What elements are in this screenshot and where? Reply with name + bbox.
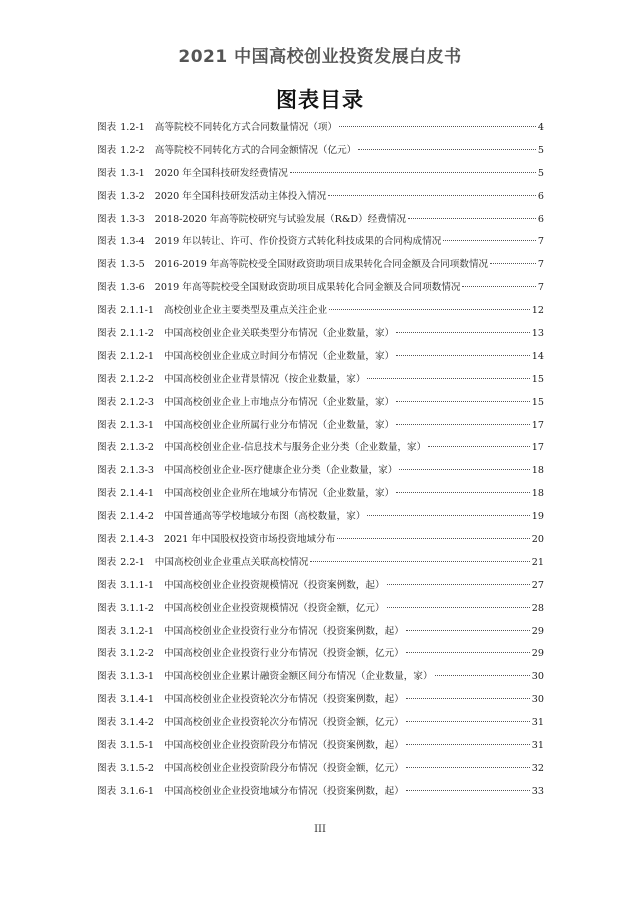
toc-entry[interactable] xyxy=(97,188,544,211)
toc-entry-label: 图表 xyxy=(97,419,117,431)
toc-entry-title: 2020 年全国科技研发活动主体投入情况 xyxy=(154,190,327,202)
toc-entry[interactable] xyxy=(97,119,544,142)
toc-entry-page: 28 xyxy=(531,602,544,614)
toc-entry-label: 图表 xyxy=(97,328,117,340)
toc-entry-page: 17 xyxy=(531,419,544,431)
toc-entry[interactable] xyxy=(97,485,544,508)
toc-entry-title: 中国高校创业企业成立时间分布情况（企业数量，家） xyxy=(163,350,395,362)
toc-entry-page: 12 xyxy=(531,305,544,317)
toc-entry[interactable] xyxy=(97,714,544,737)
toc-entry-label: 图表 xyxy=(97,602,117,614)
toc-entry[interactable] xyxy=(97,233,544,256)
toc-entry[interactable] xyxy=(97,394,544,417)
toc-entry-title: 高校创业企业主要类型及重点关注企业 xyxy=(163,305,328,317)
toc-entry-page: 15 xyxy=(531,396,544,408)
toc-list xyxy=(97,119,544,806)
toc-entry-page: 20 xyxy=(531,534,544,546)
toc-entry-title: 中国高校创业企业背景情况（按企业数量，家） xyxy=(163,373,366,385)
toc-dot-leader xyxy=(406,652,530,653)
toc-entry-number: 3.1.5-2 xyxy=(120,762,154,774)
toc-dot-leader xyxy=(367,515,529,516)
toc-dot-leader xyxy=(396,332,530,333)
toc-entry-title: 中国高校创业企业投资地域分布情况（投资案例数，起） xyxy=(163,785,404,797)
toc-entry[interactable] xyxy=(97,462,544,485)
toc-entry-number: 2.1.1-1 xyxy=(120,305,154,317)
toc-entry-title: 中国高校创业企业-医疗健康企业分类（企业数量，家） xyxy=(163,465,398,477)
toc-entry-number: 2.1.4-3 xyxy=(120,534,154,546)
toc-entry-number: 2.1.3-1 xyxy=(120,419,154,431)
toc-entry-title: 中国高校创业企业所在地域分布情况（企业数量，家） xyxy=(163,488,395,500)
toc-entry-number: 2.2-1 xyxy=(120,556,145,568)
toc-entry-page: 31 xyxy=(531,717,544,729)
toc-entry[interactable] xyxy=(97,325,544,348)
toc-entry-title: 中国高校创业企业投资行业分布情况（投资案例数，起） xyxy=(163,625,404,637)
toc-entry-label: 图表 xyxy=(97,122,117,133)
toc-entry-number: 1.3-6 xyxy=(120,282,145,294)
toc-entry-label: 图表 xyxy=(97,190,117,202)
toc-entry-label: 图表 xyxy=(97,762,117,774)
toc-dot-leader xyxy=(329,309,530,310)
toc-entry-title: 中国高校创业企业关联类型分布情况（企业数量，家） xyxy=(163,328,395,340)
toc-entry-label: 图表 xyxy=(97,213,117,225)
toc-entry-label: 图表 xyxy=(97,556,117,568)
toc-entry-label: 图表 xyxy=(97,511,117,523)
toc-entry-number: 3.1.3-1 xyxy=(120,671,154,683)
toc-entry-label: 图表 xyxy=(97,236,117,248)
toc-entry[interactable] xyxy=(97,737,544,760)
toc-entry-title: 高等院校不同转化方式的合同金额情况（亿元） xyxy=(154,144,357,156)
toc-entry-label: 图表 xyxy=(97,373,117,385)
toc-dot-leader xyxy=(339,126,536,127)
toc-entry-label: 图表 xyxy=(97,694,117,706)
toc-entry-page: 18 xyxy=(531,488,544,500)
toc-entry-number: 1.3-4 xyxy=(120,236,145,248)
toc-dot-leader xyxy=(408,218,536,219)
toc-entry-title: 2016-2019 年高等院校受全国财政资助项目成果转化合同金额及合同项数情况 xyxy=(154,259,489,271)
toc-dot-leader xyxy=(310,561,529,562)
toc-entry-title: 2018-2020 年高等院校研究与试验发展（R&D）经费情况 xyxy=(154,213,407,225)
toc-entry-page: 33 xyxy=(531,785,544,797)
toc-entry-page: 13 xyxy=(531,328,544,340)
toc-entry-page: 15 xyxy=(531,373,544,385)
toc-entry-title: 中国高校创业企业重点关联高校情况 xyxy=(154,556,309,568)
toc-entry[interactable] xyxy=(97,691,544,714)
toc-dot-leader xyxy=(396,492,530,493)
toc-entry-label: 图表 xyxy=(97,717,117,729)
toc-entry-page: 7 xyxy=(537,236,544,248)
toc-entry[interactable] xyxy=(97,371,544,394)
toc-entry[interactable] xyxy=(97,554,544,577)
toc-entry-number: 2.1.4-2 xyxy=(120,511,154,523)
toc-entry-number: 3.1.5-1 xyxy=(120,740,154,752)
toc-entry-number: 3.1.6-1 xyxy=(120,785,154,797)
toc-entry[interactable] xyxy=(97,783,544,806)
toc-entry[interactable] xyxy=(97,600,544,623)
toc-entry-label: 图表 xyxy=(97,259,117,271)
toc-entry[interactable] xyxy=(97,165,544,188)
toc-entry-label: 图表 xyxy=(97,305,117,317)
toc-entry-title: 中国高校创业企业上市地点分布情况（企业数量，家） xyxy=(163,396,395,408)
toc-entry-page: 30 xyxy=(531,694,544,706)
toc-dot-leader xyxy=(337,538,529,539)
toc-entry-page: 21 xyxy=(531,556,544,568)
toc-entry-title: 中国高校创业企业投资轮次分布情况（投资金额，亿元） xyxy=(163,717,404,729)
toc-entry-page: 30 xyxy=(531,671,544,683)
toc-entry-label: 图表 xyxy=(97,465,117,477)
toc-dot-leader xyxy=(435,675,530,676)
toc-entry-page: 27 xyxy=(531,579,544,591)
toc-entry-number: 3.1.2-2 xyxy=(120,648,154,660)
toc-dot-leader xyxy=(406,744,530,745)
toc-entry-label: 图表 xyxy=(97,579,117,591)
toc-entry-title: 2020 年全国科技研发经费情况 xyxy=(154,167,288,179)
toc-entry-title: 中国高校创业企业累计融资金额区间分布情况（企业数量，家） xyxy=(163,671,433,683)
toc-dot-leader xyxy=(387,584,530,585)
toc-entry[interactable] xyxy=(97,211,544,234)
toc-entry-number: 3.1.2-1 xyxy=(120,625,154,637)
toc-entry[interactable] xyxy=(97,348,544,371)
toc-dot-leader xyxy=(396,424,530,425)
toc-entry[interactable] xyxy=(97,645,544,668)
toc-entry-page: 6 xyxy=(537,213,544,225)
toc-entry-number: 3.1.1-2 xyxy=(120,602,154,614)
toc-entry-label: 图表 xyxy=(97,144,117,156)
toc-entry-title: 中国高校创业企业投资阶段分布情况（投资案例数，起） xyxy=(163,740,404,752)
toc-entry[interactable] xyxy=(97,256,544,279)
toc-entry-number: 1.2-2 xyxy=(120,144,145,156)
toc-entry-number: 1.3-1 xyxy=(120,167,145,179)
toc-entry-title: 中国高校创业企业投资规模情况（投资案例数，起） xyxy=(163,579,385,591)
toc-entry-number: 3.1.1-1 xyxy=(120,579,154,591)
toc-entry-label: 图表 xyxy=(97,350,117,362)
toc-dot-leader xyxy=(406,721,530,722)
toc-entry-page: 5 xyxy=(537,167,544,179)
toc-entry-number: 1.3-2 xyxy=(120,190,145,202)
toc-entry-title: 中国高校创业企业所属行业分布情况（企业数量，家） xyxy=(163,419,395,431)
toc-dot-leader xyxy=(396,401,530,402)
toc-entry-page: 6 xyxy=(537,190,544,202)
toc-entry-page: 7 xyxy=(537,259,544,271)
toc-entry-page: 4 xyxy=(537,122,544,133)
toc-entry-title: 2019 年以转让、许可、作价投资方式转化科技成果的合同构成情况 xyxy=(154,236,442,248)
toc-entry-number: 1.2-1 xyxy=(120,122,145,133)
toc-entry-number: 1.3-5 xyxy=(120,259,145,271)
toc-entry-title: 中国高校创业企业投资行业分布情况（投资金额，亿元） xyxy=(163,648,404,660)
toc-entry-number: 3.1.4-2 xyxy=(120,717,154,729)
toc-entry[interactable] xyxy=(97,760,544,783)
toc-entry-number: 2.1.4-1 xyxy=(120,488,154,500)
toc-entry-number: 2.1.1-2 xyxy=(120,328,154,340)
toc-entry[interactable] xyxy=(97,623,544,646)
toc-dot-leader xyxy=(428,446,530,447)
toc-entry-number: 2.1.3-3 xyxy=(120,465,154,477)
toc-entry-label: 图表 xyxy=(97,648,117,660)
page-number: III xyxy=(314,824,326,835)
toc-entry[interactable] xyxy=(97,142,544,165)
toc-entry-page: 17 xyxy=(531,442,544,454)
toc-dot-leader xyxy=(367,378,529,379)
toc-dot-leader xyxy=(406,790,530,791)
toc-entry[interactable] xyxy=(97,302,544,325)
toc-entry[interactable] xyxy=(97,668,544,691)
toc-entry-number: 3.1.4-1 xyxy=(120,694,154,706)
toc-entry-page: 29 xyxy=(531,625,544,637)
toc-entry-title: 中国高校创业企业投资规模情况（投资金额，亿元） xyxy=(163,602,385,614)
toc-entry-label: 图表 xyxy=(97,442,117,454)
toc-entry-title: 2019 年高等院校受全国财政资助项目成果转化合同金额及合同项数情况 xyxy=(154,282,461,294)
toc-dot-leader xyxy=(328,195,536,196)
toc-title: 图表目录 xyxy=(276,88,364,112)
toc-entry-page: 32 xyxy=(531,762,544,774)
toc-entry-title: 中国高校创业企业-信息技术与服务企业分类（企业数量，家） xyxy=(163,442,427,454)
toc-entry-number: 2.1.2-2 xyxy=(120,373,154,385)
toc-entry-label: 图表 xyxy=(97,167,117,179)
toc-dot-leader xyxy=(462,286,535,287)
toc-entry-label: 图表 xyxy=(97,625,117,637)
toc-dot-leader xyxy=(406,698,530,699)
toc-entry-label: 图表 xyxy=(97,396,117,408)
toc-entry-page: 31 xyxy=(531,740,544,752)
document-header: 2021 中国高校创业投资发展白皮书 xyxy=(178,47,462,67)
toc-dot-leader xyxy=(387,607,530,608)
toc-entry-number: 2.1.2-1 xyxy=(120,350,154,362)
toc-dot-leader xyxy=(396,355,530,356)
toc-dot-leader xyxy=(358,149,536,150)
toc-entry-page: 5 xyxy=(537,144,544,156)
toc-entry-number: 2.1.2-3 xyxy=(120,396,154,408)
toc-entry-number: 2.1.3-2 xyxy=(120,442,154,454)
toc-entry-label: 图表 xyxy=(97,282,117,294)
toc-dot-leader xyxy=(490,263,536,264)
toc-entry[interactable] xyxy=(97,279,544,302)
toc-entry-page: 19 xyxy=(531,511,544,523)
toc-dot-leader xyxy=(399,469,529,470)
toc-entry-label: 图表 xyxy=(97,488,117,500)
toc-dot-leader xyxy=(443,240,536,241)
toc-entry-title: 高等院校不同转化方式合同数量情况（项） xyxy=(154,122,338,133)
toc-entry[interactable] xyxy=(97,417,544,440)
toc-entry-page: 14 xyxy=(531,350,544,362)
toc-dot-leader xyxy=(406,767,530,768)
toc-dot-leader xyxy=(290,172,536,173)
toc-entry-title: 2021 年中国股权投资市场投资地域分布 xyxy=(163,534,336,546)
toc-entry-page: 7 xyxy=(537,282,544,294)
toc-entry-label: 图表 xyxy=(97,671,117,683)
toc-entry[interactable] xyxy=(97,577,544,600)
toc-entry-label: 图表 xyxy=(97,785,117,797)
toc-entry[interactable] xyxy=(97,439,544,462)
toc-entry-title: 中国高校创业企业投资轮次分布情况（投资案例数，起） xyxy=(163,694,404,706)
toc-entry[interactable] xyxy=(97,531,544,554)
toc-entry-label: 图表 xyxy=(97,740,117,752)
toc-entry-number: 1.3-3 xyxy=(120,213,145,225)
toc-entry-title: 中国普通高等学校地域分布图（高校数量，家） xyxy=(163,511,366,523)
toc-entry-page: 29 xyxy=(531,648,544,660)
toc-entry[interactable] xyxy=(97,508,544,531)
toc-entry-title: 中国高校创业企业投资阶段分布情况（投资金额，亿元） xyxy=(163,762,404,774)
toc-dot-leader xyxy=(406,630,530,631)
toc-entry-page: 18 xyxy=(531,465,544,477)
toc-entry-label: 图表 xyxy=(97,534,117,546)
